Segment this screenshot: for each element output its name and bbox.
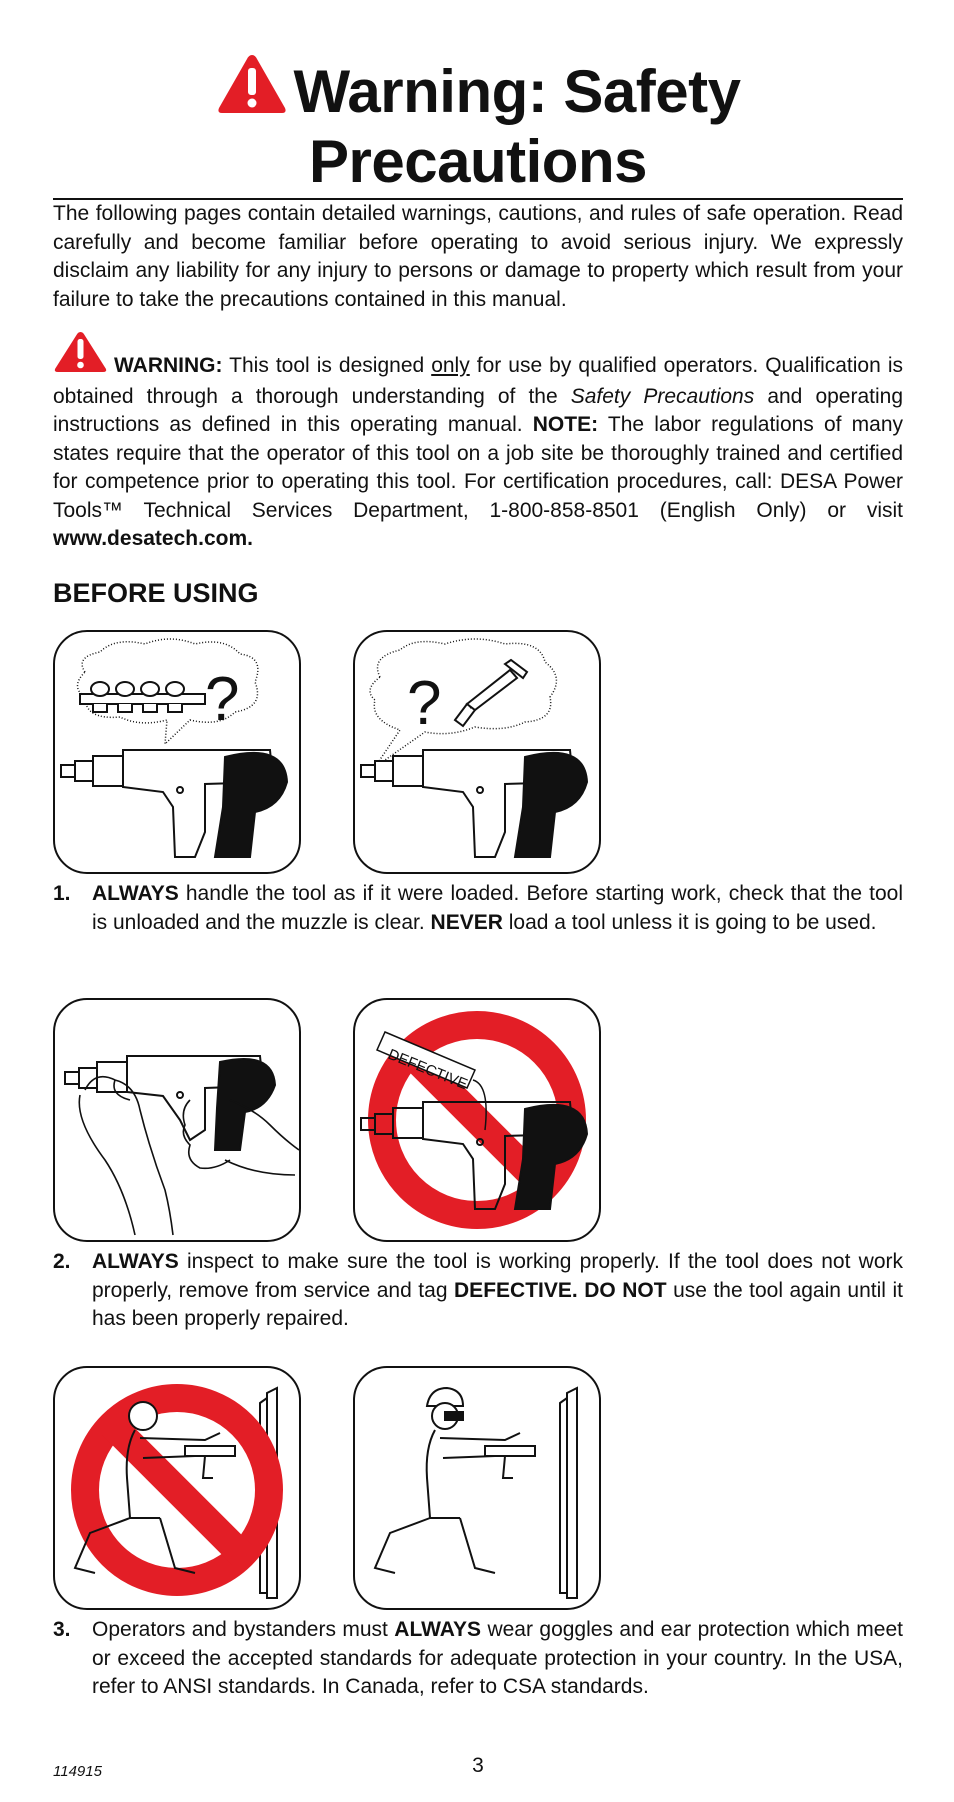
page-title	[53, 52, 903, 195]
prohibition-sign-icon	[85, 1398, 269, 1582]
instruction-item-2	[53, 1248, 903, 1334]
title-line-1: Warning: Safety	[293, 58, 741, 125]
question-mark: ?	[205, 665, 240, 734]
powder-actuated-tool-icon	[361, 750, 587, 857]
document-code: 114915	[53, 1763, 102, 1780]
section-title-before-using: BEFORE USING	[53, 578, 259, 608]
item-text: ALWAYS inspect to make sure the tool is working properly. If the tool does not work properly, remove from service and tag DEFECTIVE. DO NOT use the tool again until it has been properly repaired.	[92, 1250, 903, 1330]
item-text: Operators and bystanders must ALWAYS wear goggles and ear protection which meet or exceed the accepted standards for adequate protection in your country. In the USA, refer to ANSI standards. In Canada, refer to CSA standards.	[92, 1618, 903, 1698]
illustration-no-protection	[53, 1366, 301, 1610]
warning-label: WARNING:	[114, 354, 223, 377]
kneeling-operator-icon	[375, 1388, 535, 1573]
goggles-icon	[445, 1412, 463, 1420]
intro-paragraph: The following pages contain detailed warnings, cautions, and rules of safe operation. Read carefully and become familiar before operating to avoid serious injury. We expressly disclaim any liability for any injury to persons or damage to property which result from your failure to take the precautions contained in this manual.	[53, 202, 903, 311]
warning-paragraph: WARNING: This tool is designed only for use by qualified operators. Qualification is obtained through a thorough understanding of the Safety Precautions and operating instructions as defined in this operating manual. NOTE: The labor regulations of many states require that the operator of this tool on a job site be thoroughly trained and certified for competence prior to operating this tool. For certification procedures, call: DESA Power Tools™ Technical Services Department, 1-800-858-8501 (English Only) or visit www.desatech.com.	[53, 330, 903, 554]
defective-tag-label: DEFECTIVE	[385, 1045, 470, 1094]
instruction-item-3	[53, 1616, 903, 1702]
item-number: 3.	[53, 1618, 71, 1641]
instruction-item-1	[53, 880, 903, 937]
only-underlined: only	[431, 354, 470, 377]
warning-triangle-icon	[53, 330, 108, 383]
powder-actuated-tool-icon	[61, 750, 287, 857]
wall-icon	[560, 1388, 577, 1598]
title-line-2: Precautions	[309, 128, 647, 195]
item-text: ALWAYS handle the tool as if it were loaded. Before starting work, check that the tool is unloaded and the muzzle is clear. NEVER load a tool unless it is going to be used.	[92, 882, 903, 934]
manual-page	[53, 0, 903, 1802]
warning-triangle-icon	[216, 52, 288, 129]
note-label: NOTE:	[532, 413, 599, 436]
question-mark: ?	[407, 669, 442, 738]
illustration-inspect-tool	[53, 998, 301, 1242]
safety-precautions-ref: Safety Precautions	[570, 384, 755, 408]
illustration-with-protection	[353, 1366, 601, 1610]
item-number: 2.	[53, 1250, 71, 1273]
page-number: 3	[472, 1754, 484, 1777]
illustration-check-muzzle	[353, 630, 601, 874]
illustration-check-fasteners	[53, 630, 301, 874]
website-link[interactable]: www.desatech.com.	[53, 527, 253, 550]
item-number: 1.	[53, 882, 71, 905]
illustration-defective-tool	[353, 998, 601, 1242]
powder-actuated-tool-icon	[65, 1056, 275, 1150]
